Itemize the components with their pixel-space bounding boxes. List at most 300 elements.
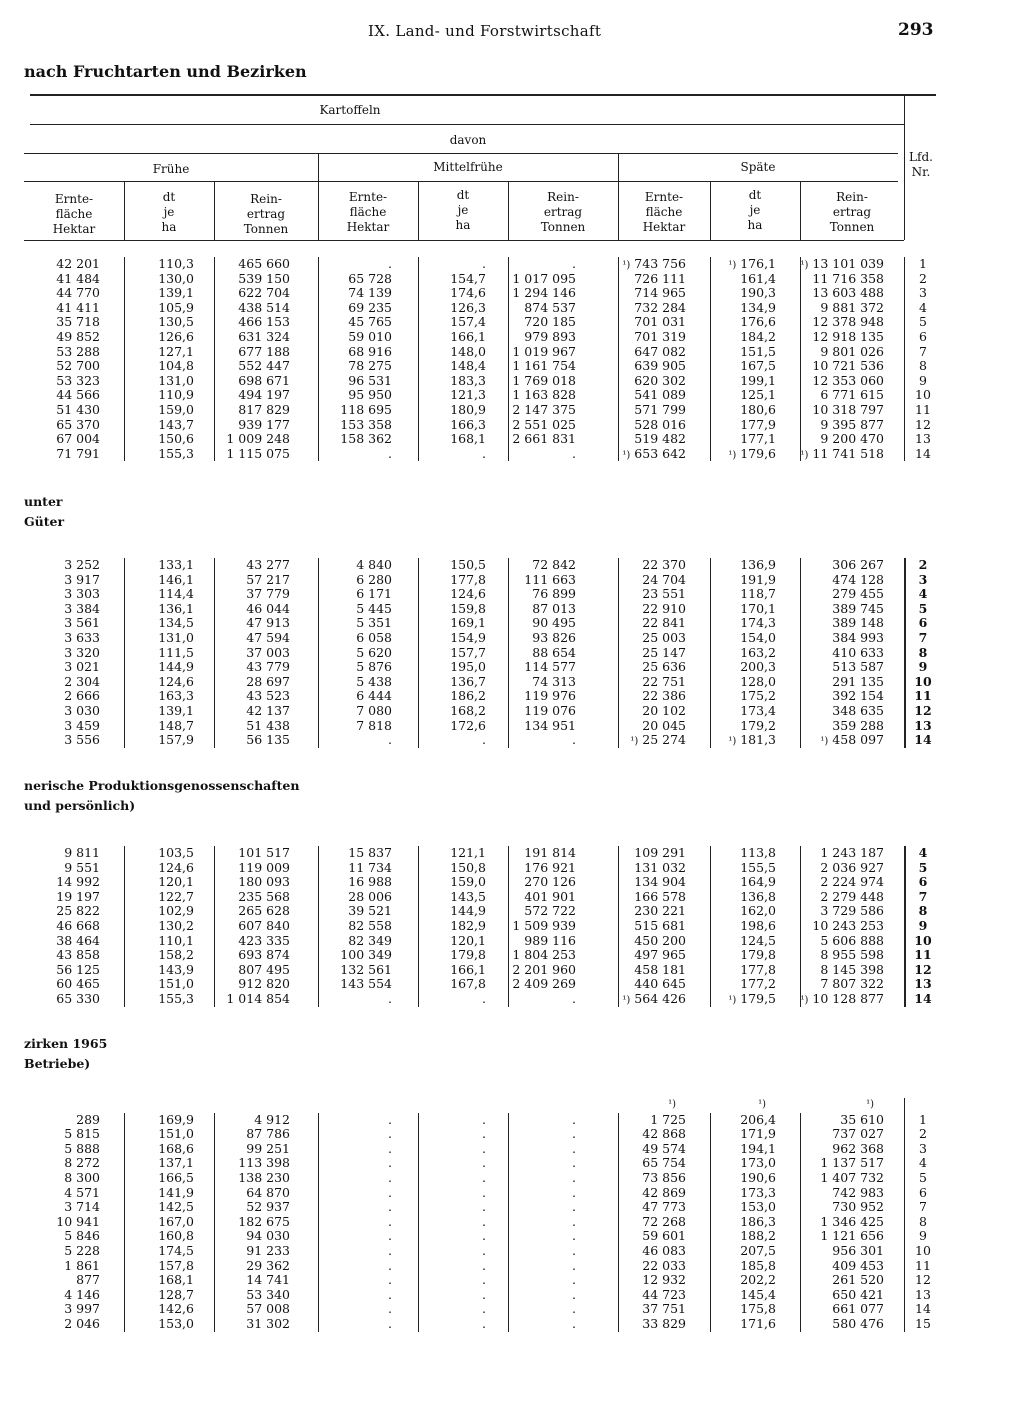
cell-mittel-dtha: 148,0 — [450, 343, 486, 359]
cell-spaete-ertrag: 1 346 425 — [820, 1213, 884, 1229]
cell-spaete-dtha: 179,2 — [740, 717, 776, 733]
cell-spaete-ertrag: 389 148 — [832, 615, 884, 631]
cell-fruehe-flaeche: 877 — [76, 1272, 100, 1288]
cell-fruehe-ertrag: 539 150 — [238, 270, 290, 286]
cell-mittel-ertrag: 1 769 018 — [512, 372, 576, 388]
cell-mittel-ertrag: 191 814 — [524, 845, 576, 860]
section-title: zirken 1965 — [24, 1036, 108, 1051]
cell-mittel-dtha: . — [482, 1126, 486, 1142]
cell-lfd-nr: 12 — [915, 1272, 931, 1288]
cell-fruehe-ertrag: 119 009 — [238, 859, 290, 875]
cell-spaete-flaeche: 12 932 — [642, 1272, 686, 1288]
cell-lfd-nr: 11 — [914, 688, 932, 704]
cell-lfd-nr: 3 — [919, 1140, 927, 1156]
cell-spaete-flaeche: 515 681 — [634, 917, 686, 933]
cell-mittel-dtha: 136,7 — [450, 673, 486, 689]
cell-mittel-flaeche: 6 171 — [356, 586, 392, 602]
cell-spaete-dtha: 188,2 — [740, 1228, 776, 1244]
table-row — [0, 1317, 1024, 1332]
cell-mittel-ertrag: . — [572, 1140, 576, 1156]
cell-spaete-ertrag: 2 036 927 — [820, 859, 884, 875]
lfd-line2: Nr. — [911, 165, 931, 179]
cell-spaete-dtha: ¹) 179,5 — [728, 990, 776, 1006]
cell-mittel-dtha: 144,9 — [450, 903, 486, 919]
cell-mittel-dtha: 179,8 — [450, 947, 486, 963]
cell-fruehe-ertrag: 47 594 — [246, 629, 290, 645]
cell-fruehe-dtha: 124,6 — [158, 673, 194, 689]
cell-fruehe-flaeche: 41 484 — [56, 270, 100, 286]
cell-lfd-nr: 1 — [919, 256, 927, 271]
cell-fruehe-dtha: 127,1 — [158, 343, 194, 359]
cell-lfd-nr: 9 — [918, 917, 928, 933]
cell-spaete-flaeche: ¹) 653 642 — [622, 445, 686, 461]
cell-mittel-ertrag: 119 976 — [524, 688, 576, 704]
cell-mittel-flaeche: 5 438 — [356, 673, 392, 689]
cell-fruehe-flaeche: 3 997 — [64, 1301, 100, 1317]
col-spaete-dtha: dt je ha — [747, 188, 763, 232]
footnote-marker: ¹) — [622, 260, 631, 271]
col-fruehe-flaeche: Ernte- fläche Hektar — [52, 192, 96, 236]
cell-fruehe-flaeche: 3 320 — [64, 644, 100, 660]
cell-mittel-ertrag: 1 163 828 — [512, 387, 576, 403]
col-fruehe-dtha: dt je ha — [161, 190, 177, 234]
cell-fruehe-flaeche: 5 888 — [64, 1140, 100, 1156]
cell-spaete-ertrag: 737 027 — [832, 1126, 884, 1142]
header-fruehe: Frühe — [152, 162, 190, 176]
cell-fruehe-flaeche: 42 201 — [56, 256, 100, 271]
cell-spaete-dtha: ¹) 179,6 — [728, 445, 776, 461]
table-row — [0, 1200, 1024, 1215]
cell-fruehe-ertrag: 53 340 — [246, 1286, 290, 1302]
cell-fruehe-ertrag: 622 704 — [238, 285, 290, 301]
cell-mittel-ertrag: . — [572, 1155, 576, 1171]
cell-mittel-dtha: 166,1 — [450, 961, 486, 977]
footnote-marker: ¹) — [728, 449, 737, 461]
cell-spaete-flaeche: 37 751 — [642, 1301, 686, 1317]
cell-mittel-flaeche: 28 006 — [348, 888, 392, 904]
cell-mittel-dtha: . — [482, 1213, 486, 1229]
cell-lfd-nr: 12 — [914, 961, 932, 977]
cell-spaete-dtha: 136,9 — [740, 557, 776, 572]
col-spaete-flaeche: Ernte- fläche Hektar — [642, 190, 686, 234]
cell-fruehe-flaeche: 5 815 — [64, 1126, 100, 1142]
cell-spaete-ertrag: 5 606 888 — [820, 932, 884, 948]
cell-spaete-flaeche: 24 704 — [642, 571, 686, 587]
cell-lfd-nr: 3 — [919, 285, 927, 301]
cell-spaete-dtha: ¹) 181,3 — [728, 732, 776, 748]
footnote-marker: ¹) — [800, 994, 809, 1006]
cell-fruehe-ertrag: 180 093 — [238, 874, 290, 890]
cell-spaete-flaeche: 25 147 — [642, 644, 686, 660]
cell-spaete-ertrag: 13 603 488 — [812, 285, 884, 301]
cell-spaete-dtha: 151,5 — [740, 343, 776, 359]
cell-fruehe-dtha: 143,7 — [158, 416, 194, 432]
cell-fruehe-ertrag: 423 335 — [238, 932, 290, 948]
cell-mittel-flaeche: . — [388, 256, 392, 271]
cell-mittel-flaeche: 74 139 — [348, 285, 392, 301]
cell-mittel-flaeche: . — [388, 1213, 392, 1229]
section-title: Betriebe) — [24, 1056, 91, 1071]
cell-fruehe-flaeche: 289 — [76, 1111, 100, 1127]
cell-lfd-nr: 15 — [915, 1315, 931, 1331]
cell-spaete-ertrag: 10 243 253 — [812, 917, 884, 933]
cell-spaete-ertrag: 410 633 — [832, 644, 884, 660]
cell-spaete-dtha: 176,6 — [740, 314, 776, 330]
cell-mittel-dtha: . — [482, 1242, 486, 1258]
cell-fruehe-dtha: 166,5 — [158, 1169, 194, 1185]
cell-mittel-ertrag: 1 017 095 — [512, 270, 576, 286]
cell-fruehe-flaeche: 65 330 — [56, 990, 100, 1006]
cell-spaete-dtha: 118,7 — [740, 586, 776, 602]
cell-mittel-dtha: 168,1 — [450, 431, 486, 447]
cell-fruehe-flaeche: 38 464 — [56, 932, 100, 948]
cell-mittel-ertrag: 176 921 — [524, 859, 576, 875]
cell-lfd-nr: 14 — [914, 732, 932, 748]
cell-spaete-dtha: 206,4 — [740, 1111, 776, 1127]
table-row — [0, 558, 1024, 573]
cell-spaete-flaeche: 620 302 — [634, 372, 686, 388]
cell-lfd-nr: 12 — [914, 702, 932, 718]
cell-spaete-ertrag: 513 587 — [832, 659, 884, 675]
cell-spaete-flaeche: 639 905 — [634, 358, 686, 374]
cell-fruehe-dtha: 103,5 — [158, 845, 194, 860]
table-row — [0, 301, 1024, 316]
table-row — [0, 1186, 1024, 1201]
cell-fruehe-flaeche: 8 300 — [64, 1169, 100, 1185]
cell-fruehe-flaeche: 44 770 — [56, 285, 100, 301]
cell-fruehe-flaeche: 71 791 — [56, 445, 100, 461]
cell-fruehe-ertrag: 807 495 — [238, 961, 290, 977]
cell-spaete-flaeche: 73 856 — [642, 1169, 686, 1185]
cell-fruehe-dtha: 150,6 — [158, 431, 194, 447]
cell-mittel-dtha: 143,5 — [450, 888, 486, 904]
cell-fruehe-ertrag: 42 137 — [246, 702, 290, 718]
cell-spaete-flaeche: 528 016 — [634, 416, 686, 432]
table-section — [0, 558, 1024, 748]
cell-fruehe-ertrag: 29 362 — [246, 1257, 290, 1273]
cell-mittel-dtha: . — [482, 1140, 486, 1156]
cell-fruehe-flaeche: 3 021 — [64, 659, 100, 675]
cell-fruehe-flaeche: 35 718 — [56, 314, 100, 330]
cell-spaete-ertrag: 261 520 — [832, 1272, 884, 1288]
cell-spaete-flaeche: 166 578 — [634, 888, 686, 904]
cell-fruehe-dtha: 139,1 — [158, 702, 194, 718]
cell-fruehe-flaeche: 41 411 — [56, 299, 100, 315]
cell-fruehe-ertrag: 438 514 — [238, 299, 290, 315]
cell-fruehe-dtha: 158,2 — [158, 947, 194, 963]
cell-spaete-dtha: 198,6 — [740, 917, 776, 933]
cell-spaete-flaeche: 647 082 — [634, 343, 686, 359]
cell-spaete-dtha: 155,5 — [740, 859, 776, 875]
table-row — [0, 963, 1024, 978]
cell-mittel-dtha: . — [482, 256, 486, 271]
cell-mittel-flaeche: 158 362 — [340, 431, 392, 447]
header-lfd — [904, 150, 938, 180]
cell-fruehe-ertrag: 51 438 — [246, 717, 290, 733]
cell-lfd-nr: 6 — [918, 874, 928, 890]
footnote-row — [0, 1098, 1024, 1113]
section-title: nerische Produktionsgenossenschaften — [24, 778, 300, 793]
cell-mittel-flaeche: 65 728 — [348, 270, 392, 286]
cell-fruehe-dtha: 131,0 — [158, 372, 194, 388]
cell-fruehe-dtha: 105,9 — [158, 299, 194, 315]
cell-mittel-ertrag: . — [572, 1301, 576, 1317]
cell-mittel-ertrag: 270 126 — [524, 874, 576, 890]
cell-fruehe-dtha: 155,3 — [158, 445, 194, 461]
cell-fruehe-flaeche: 43 858 — [56, 947, 100, 963]
col-mittel-dtha: dt je ha — [455, 188, 471, 232]
cell-spaete-flaeche: 47 773 — [642, 1199, 686, 1215]
cell-spaete-ertrag: ¹) 11 741 518 — [800, 445, 884, 461]
cell-mittel-ertrag: . — [572, 1257, 576, 1273]
cell-mittel-ertrag: . — [572, 445, 576, 461]
header-mittelfruehe: Mittelfrühe — [433, 160, 503, 174]
table-row — [0, 1302, 1024, 1317]
cell-fruehe-ertrag: 87 786 — [246, 1126, 290, 1142]
cell-fruehe-dtha: 160,8 — [158, 1228, 194, 1244]
cell-fruehe-flaeche: 25 822 — [56, 903, 100, 919]
cell-fruehe-flaeche: 3 633 — [64, 629, 100, 645]
table-row — [0, 948, 1024, 963]
cell-spaete-ertrag: 1 407 732 — [820, 1169, 884, 1185]
cell-spaete-flaeche: 65 754 — [642, 1155, 686, 1171]
cell-fruehe-ertrag: 28 697 — [246, 673, 290, 689]
cell-fruehe-dtha: 151,0 — [158, 1126, 194, 1142]
cell-spaete-ertrag: 9 395 877 — [820, 416, 884, 432]
table-section — [0, 257, 1024, 461]
cell-mittel-flaeche: 5 445 — [356, 600, 392, 616]
cell-mittel-ertrag: . — [572, 1315, 576, 1331]
table-section — [0, 1098, 1024, 1332]
cell-fruehe-flaeche: 3 917 — [64, 571, 100, 587]
cell-spaete-dtha: 177,8 — [740, 961, 776, 977]
cell-spaete-ertrag: 12 378 948 — [812, 314, 884, 330]
cell-mittel-flaeche: 6 058 — [356, 629, 392, 645]
footnote-marker: ¹) — [630, 736, 639, 748]
cell-spaete-flaeche: 22 033 — [642, 1257, 686, 1273]
cell-spaete-ertrag: 6 771 615 — [820, 387, 884, 403]
header-davon: davon — [449, 133, 487, 147]
cell-spaete-flaeche: 22 841 — [642, 615, 686, 631]
table-row — [0, 934, 1024, 949]
cell-mittel-dtha: 183,3 — [450, 372, 486, 388]
col-spaete-ertrag: Rein- ertrag Tonnen — [829, 190, 875, 234]
cell-mittel-flaeche: . — [388, 1199, 392, 1215]
cell-spaete-dtha: 177,1 — [740, 431, 776, 447]
table-row — [0, 374, 1024, 389]
table-row — [0, 660, 1024, 675]
cell-mittel-ertrag: 1 161 754 — [512, 358, 576, 374]
cell-mittel-flaeche: 6 280 — [356, 571, 392, 587]
table-row — [0, 704, 1024, 719]
cell-mittel-flaeche: 11 734 — [348, 859, 392, 875]
cell-mittel-dtha: 174,6 — [450, 285, 486, 301]
cell-fruehe-flaeche: 49 852 — [56, 328, 100, 344]
cell-fruehe-ertrag: 47 913 — [246, 615, 290, 631]
cell-mittel-ertrag: . — [572, 1242, 576, 1258]
cell-mittel-ertrag: 1 019 967 — [512, 343, 576, 359]
cell-mittel-dtha: 148,4 — [450, 358, 486, 374]
cell-spaete-ertrag: 10 721 536 — [812, 358, 884, 374]
cell-fruehe-ertrag: 94 030 — [246, 1228, 290, 1244]
footnote-marker: ¹) — [758, 1099, 766, 1110]
cell-lfd-nr: 13 — [914, 976, 932, 992]
cell-fruehe-flaeche: 4 146 — [64, 1286, 100, 1302]
cell-mittel-dtha: 124,6 — [450, 586, 486, 602]
table-row — [0, 257, 1024, 272]
cell-mittel-dtha: 126,3 — [450, 299, 486, 315]
cell-spaete-dtha: 154,0 — [740, 629, 776, 645]
cell-spaete-flaeche: 701 319 — [634, 328, 686, 344]
cell-fruehe-dtha: 128,7 — [158, 1286, 194, 1302]
cell-spaete-flaeche: 20 045 — [642, 717, 686, 733]
cell-lfd-nr: 11 — [915, 1257, 931, 1273]
cell-fruehe-dtha: 144,9 — [158, 659, 194, 675]
table-row — [0, 403, 1024, 418]
cell-mittel-dtha: 121,3 — [450, 387, 486, 403]
cell-mittel-ertrag: 2 147 375 — [512, 401, 576, 417]
cell-mittel-flaeche: . — [388, 1272, 392, 1288]
cell-spaete-dtha: 200,3 — [740, 659, 776, 675]
cell-spaete-dtha: 173,3 — [740, 1184, 776, 1200]
cell-lfd-nr: 4 — [918, 586, 928, 602]
cell-lfd-nr: 5 — [919, 1169, 927, 1185]
cell-spaete-flaeche: 22 910 — [642, 600, 686, 616]
cell-fruehe-ertrag: 99 251 — [246, 1140, 290, 1156]
cell-spaete-flaeche: 44 723 — [642, 1286, 686, 1302]
cell-mittel-ertrag: 874 537 — [524, 299, 576, 315]
table-row — [0, 587, 1024, 602]
cell-mittel-dtha: . — [482, 1169, 486, 1185]
cell-lfd-nr: 7 — [919, 343, 927, 359]
cell-mittel-dtha: 186,2 — [450, 688, 486, 704]
cell-mittel-ertrag: . — [572, 1126, 576, 1142]
cell-mittel-flaeche: . — [388, 732, 392, 748]
cell-lfd-nr: 14 — [914, 990, 932, 1006]
cell-fruehe-dtha: 124,6 — [158, 859, 194, 875]
cell-lfd-nr: 8 — [919, 1213, 927, 1229]
cell-mittel-flaeche: . — [388, 1228, 392, 1244]
cell-spaete-flaeche: 230 221 — [634, 903, 686, 919]
table-row — [0, 1244, 1024, 1259]
cell-mittel-flaeche: 45 765 — [348, 314, 392, 330]
cell-fruehe-ertrag: 43 779 — [246, 659, 290, 675]
cell-fruehe-flaeche: 5 228 — [64, 1242, 100, 1258]
cell-fruehe-ertrag: 57 008 — [246, 1301, 290, 1317]
cell-lfd-nr: 5 — [918, 600, 928, 616]
cell-lfd-nr: 6 — [919, 1184, 927, 1200]
cell-lfd-nr: 2 — [919, 1126, 927, 1142]
section-title: Güter — [24, 514, 65, 529]
footnote-marker: ¹) — [668, 1099, 676, 1110]
table-row — [0, 675, 1024, 690]
cell-mittel-ertrag: 93 826 — [532, 629, 576, 645]
cell-lfd-nr: 4 — [919, 1155, 927, 1171]
cell-mittel-flaeche: 16 988 — [348, 874, 392, 890]
cell-fruehe-ertrag: 113 398 — [238, 1155, 290, 1171]
table-row — [0, 992, 1024, 1007]
cell-fruehe-dtha: 130,2 — [158, 917, 194, 933]
cell-mittel-dtha: 121,1 — [450, 845, 486, 860]
cell-fruehe-dtha: 157,9 — [158, 732, 194, 748]
cell-spaete-ertrag: 389 745 — [832, 600, 884, 616]
cell-spaete-flaeche: 134 904 — [634, 874, 686, 890]
cell-fruehe-flaeche: 56 125 — [56, 961, 100, 977]
cell-fruehe-ertrag: 1 009 248 — [226, 431, 290, 447]
cell-spaete-flaeche: 732 284 — [634, 299, 686, 315]
cell-fruehe-flaeche: 14 992 — [56, 874, 100, 890]
cell-spaete-ertrag: 1 121 656 — [820, 1228, 884, 1244]
cell-fruehe-flaeche: 3 252 — [64, 557, 100, 572]
cell-mittel-flaeche: . — [388, 1242, 392, 1258]
cell-spaete-dtha: 184,2 — [740, 328, 776, 344]
cell-mittel-flaeche: . — [388, 1140, 392, 1156]
cell-fruehe-flaeche: 3 030 — [64, 702, 100, 718]
cell-fruehe-dtha: 168,6 — [158, 1140, 194, 1156]
cell-spaete-dtha: 194,1 — [740, 1140, 776, 1156]
cell-spaete-dtha: 190,6 — [740, 1169, 776, 1185]
cell-mittel-flaeche: . — [388, 990, 392, 1006]
table-row — [0, 1127, 1024, 1142]
cell-mittel-ertrag: 989 116 — [524, 932, 576, 948]
table-row — [0, 1259, 1024, 1274]
table-row — [0, 418, 1024, 433]
cell-mittel-dtha: . — [482, 990, 486, 1006]
cell-spaete-ertrag: 650 421 — [832, 1286, 884, 1302]
cell-lfd-nr: 3 — [918, 571, 928, 587]
cell-mittel-dtha: 154,9 — [450, 629, 486, 645]
cell-mittel-ertrag: 119 076 — [524, 702, 576, 718]
table-row — [0, 861, 1024, 876]
cell-spaete-ertrag: 8 145 398 — [820, 961, 884, 977]
cell-fruehe-flaeche: 1 861 — [64, 1257, 100, 1273]
cell-fruehe-flaeche: 51 430 — [56, 401, 100, 417]
cell-spaete-dtha: 153,0 — [740, 1199, 776, 1215]
cell-fruehe-dtha: 168,1 — [158, 1272, 194, 1288]
cell-mittel-dtha: 169,1 — [450, 615, 486, 631]
cell-spaete-flaeche: 714 965 — [634, 285, 686, 301]
cell-lfd-nr: 7 — [918, 629, 928, 645]
cell-spaete-ertrag: ¹) 10 128 877 — [800, 990, 884, 1006]
cell-fruehe-ertrag: 817 829 — [238, 401, 290, 417]
cell-spaete-ertrag: 392 154 — [832, 688, 884, 704]
cell-spaete-dtha: 145,4 — [740, 1286, 776, 1302]
cell-mittel-flaeche: 132 561 — [340, 961, 392, 977]
cell-spaete-flaeche: 1 725 — [650, 1111, 686, 1127]
cell-spaete-flaeche: 440 645 — [634, 976, 686, 992]
cell-mittel-ertrag: 114 577 — [524, 659, 576, 675]
footnote-marker: ¹) — [728, 260, 737, 271]
cell-spaete-ertrag: 12 353 060 — [812, 372, 884, 388]
cell-mittel-ertrag: 2 409 269 — [512, 976, 576, 992]
cell-spaete-ertrag: 2 279 448 — [820, 888, 884, 904]
header-spaete: Späte — [740, 160, 776, 174]
cell-spaete-ertrag: 359 288 — [832, 717, 884, 733]
cell-fruehe-dtha: 114,4 — [158, 586, 194, 602]
cell-mittel-flaeche: 5 620 — [356, 644, 392, 660]
cell-fruehe-dtha: 130,0 — [158, 270, 194, 286]
cell-lfd-nr: 9 — [918, 659, 928, 675]
cell-fruehe-flaeche: 53 323 — [56, 372, 100, 388]
cell-fruehe-ertrag: 465 660 — [238, 256, 290, 271]
cell-spaete-flaeche: ¹) 25 274 — [630, 732, 686, 748]
cell-mittel-dtha: . — [482, 1111, 486, 1127]
cell-lfd-nr: 2 — [919, 270, 927, 286]
cell-fruehe-ertrag: 698 671 — [238, 372, 290, 388]
cell-fruehe-flaeche: 8 272 — [64, 1155, 100, 1171]
cell-mittel-dtha: 157,7 — [450, 644, 486, 660]
table-row — [0, 616, 1024, 631]
